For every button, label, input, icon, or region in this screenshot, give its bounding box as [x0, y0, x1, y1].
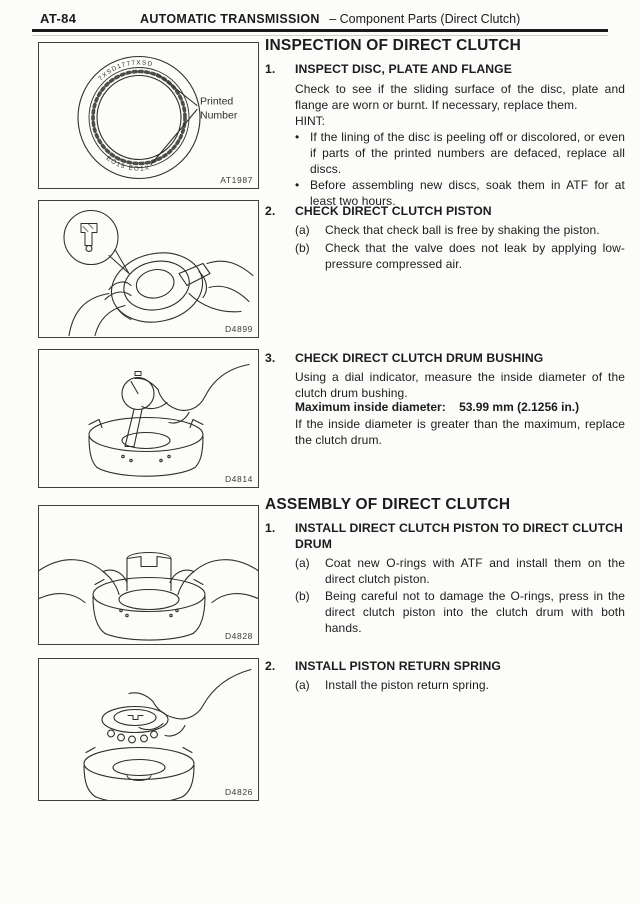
header-rule	[32, 29, 608, 32]
dial-indicator-illustration	[39, 350, 258, 487]
inspection-step3-heading	[265, 350, 625, 366]
piston-check-illustration	[39, 201, 258, 337]
figure-dial-indicator	[38, 349, 259, 488]
step-number: 2.	[265, 204, 276, 218]
hint-label-wrap	[265, 113, 625, 129]
item-label: (a)	[295, 678, 310, 692]
figure-code: AT1987	[220, 175, 253, 185]
assembly-step1-heading	[265, 520, 625, 552]
step-title: INSPECT DISC, PLATE AND FLANGE	[295, 62, 512, 76]
item-text: Being careful not to damage the O-rings, press in the direct clutch piston into the clutch drum with both hands.	[325, 589, 625, 635]
assembly-step2-item-a	[265, 677, 625, 693]
item-text: Check that the valve does not leak by applying low-pressure compressed air.	[325, 241, 625, 271]
printed-number-label-line2: Number	[200, 109, 238, 122]
inspection-step3-body-wrap	[265, 369, 625, 401]
header-subsection-title: – Component Parts (Direct Clutch)	[329, 12, 521, 26]
spec-line	[295, 399, 625, 415]
press-piston-illustration	[39, 506, 258, 644]
inspection-step2-item-a	[265, 222, 625, 238]
assembly-step1-item-a	[265, 555, 625, 587]
step-title: CHECK DIRECT CLUTCH DRUM BUSHING	[295, 351, 544, 365]
clutch-disc-illustration	[39, 43, 258, 188]
item-label: (b)	[295, 589, 310, 603]
step-title: INSTALL DIRECT CLUTCH PISTON TO DIRECT CLUTCH DRUM	[295, 521, 623, 551]
step-title: CHECK DIRECT CLUTCH PISTON	[295, 204, 492, 218]
header-rule-shadow	[32, 35, 608, 36]
printed-number-top: 7XSD1777XSD	[97, 59, 154, 83]
figure-return-spring	[38, 658, 259, 801]
step-number: 2.	[265, 659, 276, 673]
inspection-step3-body2-wrap	[265, 416, 625, 448]
figure-piston-check	[38, 200, 259, 338]
figure-code: D4899	[224, 324, 253, 334]
spec-line-wrap	[265, 399, 625, 415]
item-label: (a)	[295, 556, 310, 570]
inspection-step1-body-wrap	[265, 81, 625, 113]
figure-press-piston	[38, 505, 259, 645]
assembly-step1-item-b	[265, 588, 625, 636]
page-header-title	[140, 12, 520, 26]
spec-value: 53.99 mm (2.1256 in.)	[459, 400, 580, 414]
step-number: 3.	[265, 351, 276, 365]
printed-number-bottom: EO15 EO1X	[104, 154, 152, 173]
inspection-step1-heading	[265, 61, 625, 77]
hint-bullet1-wrap	[265, 129, 625, 177]
spec-label: Maximum inside diameter:	[295, 400, 446, 414]
item-text: Install the piston return spring.	[325, 678, 490, 692]
item-label: (b)	[295, 241, 310, 255]
bullet-icon: •	[295, 130, 300, 144]
hint-bullet1-text: If the lining of the disc is peeling off or discolored, or even if parts of the printed numbers are defaced, replace all discs.	[310, 130, 625, 176]
figure-code: D4814	[224, 474, 253, 484]
inspection-step2-heading	[265, 203, 625, 219]
step-title: INSTALL PISTON RETURN SPRING	[295, 659, 501, 673]
step-number: 1.	[265, 62, 276, 76]
pointer-line-bottom	[151, 110, 197, 165]
inspection-step2-item-b	[265, 240, 625, 272]
figure-code: D4826	[224, 787, 253, 797]
printed-number-label-line1: Printed	[200, 95, 234, 108]
inspection-step1-body: Check to see if the sliding surface of the disc, plate and flange are worn or burnt. If necessary, replace them.	[295, 82, 625, 112]
figure-code: D4828	[224, 631, 253, 641]
inspection-heading: INSPECTION OF DIRECT CLUTCH	[265, 37, 521, 54]
item-text: Check that check ball is free by shaking the piston.	[325, 223, 600, 237]
bullet-icon: •	[295, 178, 300, 192]
hint-label: HINT:	[295, 114, 325, 128]
step-number: 1.	[265, 521, 276, 535]
item-text: Coat new O-rings with ATF and install them on the direct clutch piston.	[325, 556, 625, 586]
figure-clutch-disc	[38, 42, 259, 189]
assembly-heading: ASSEMBLY OF DIRECT CLUTCH	[265, 496, 511, 513]
inspection-step3-body: Using a dial indicator, measure the inside diameter of the clutch drum bushing.	[295, 370, 625, 400]
item-label: (a)	[295, 223, 310, 237]
page-number: AT-84	[40, 11, 77, 26]
header-section-title: AUTOMATIC TRANSMISSION	[140, 12, 320, 26]
inspection-step3-body2: If the inside diameter is greater than the maximum, replace the clutch drum.	[295, 417, 625, 447]
hint-bullet2-text: Before assembling new discs, soak them in ATF for at least two hours.	[310, 178, 625, 208]
return-spring-illustration	[39, 659, 258, 800]
assembly-step2-heading	[265, 658, 625, 674]
